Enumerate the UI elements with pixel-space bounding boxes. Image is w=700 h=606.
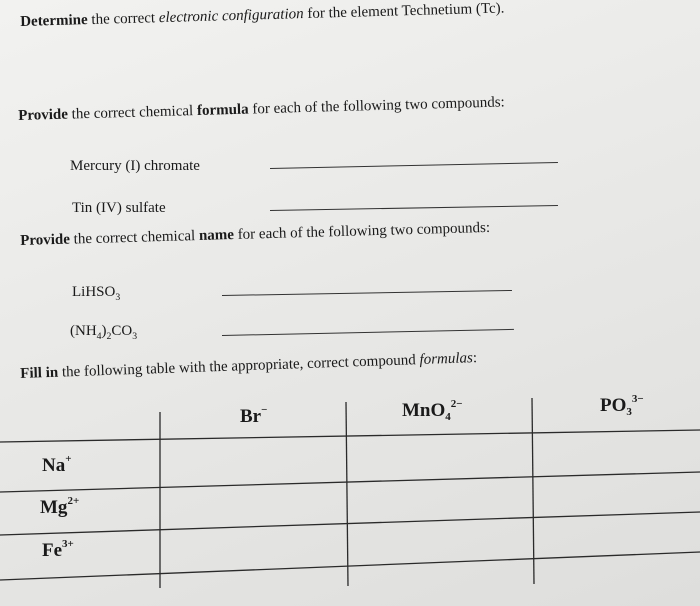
q1-text: the correct	[87, 10, 160, 29]
q3-item-1-sub: 3	[115, 292, 121, 303]
table-row-divider-1	[0, 472, 700, 492]
cation-3-base: Fe	[42, 540, 63, 561]
table-column-divider-3	[532, 398, 534, 584]
anion-2-base: MnO	[402, 400, 446, 421]
q2-text-end: for each of the following two compounds:	[248, 94, 505, 118]
anion-1-base: Br	[240, 406, 262, 427]
q3-item-2-part-a: (NH	[70, 323, 97, 339]
anion-3-charge: 3−	[631, 393, 644, 405]
q1-italic: electronic configuration	[158, 6, 304, 27]
anion-header-1	[240, 406, 267, 428]
anion-3-base: PO	[600, 395, 627, 416]
cation-2-base: Mg	[40, 497, 68, 518]
table-row-divider-2	[0, 512, 700, 535]
q3-item-2-part-c: )	[101, 323, 107, 339]
q4-italic: formulas	[419, 350, 474, 369]
anion-2-subscript: 4	[445, 411, 451, 423]
q3-bold-keyword: name	[198, 227, 235, 245]
q4-text-end: :	[472, 350, 478, 367]
table-header-divider	[0, 430, 700, 442]
q3-bold-lead: Provide	[20, 231, 71, 249]
cation-3-charge: 3+	[62, 538, 74, 550]
q2-bold-keyword: formula	[196, 101, 249, 120]
q3-item-1-formula: LiHSO	[72, 284, 116, 300]
cation-row-2	[40, 497, 79, 519]
anion-header-3	[600, 395, 644, 417]
anion-3-subscript: 3	[626, 406, 632, 418]
q3-item-2-sub-3: 3	[132, 331, 138, 342]
table-column-divider-2	[346, 402, 348, 586]
cation-1-charge: +	[65, 453, 72, 465]
q1-text-end: for the element Technetium (Tc).	[303, 0, 505, 23]
table-row-divider-3	[0, 552, 700, 580]
q2-item-2: Tin (IV) sulfate	[72, 200, 166, 216]
q3-text: the correct chemical	[69, 228, 200, 248]
anion-2-charge: 2−	[450, 398, 463, 410]
q3-item-2-part-e: CO	[111, 323, 133, 339]
q1-bold-lead: Determine	[20, 12, 88, 30]
q2-item-1: Mercury (I) chromate	[70, 158, 200, 174]
cation-row-3	[42, 540, 74, 562]
q3-item-2-sub-2: 2	[106, 331, 112, 342]
cation-1-base: Na	[42, 455, 66, 476]
q4-text: the following table with the appropriate, correct compound	[57, 352, 420, 381]
q3-item-2-sub-1: 4	[96, 331, 102, 342]
anion-1-charge: −	[261, 404, 268, 416]
q2-bold-lead: Provide	[18, 106, 69, 124]
q3-text-end: for each of the following two compounds:	[233, 219, 491, 244]
q4-bold-lead: Fill in	[20, 364, 59, 382]
anion-header-2	[402, 400, 463, 422]
q2-text: the correct chemical	[67, 103, 198, 123]
cation-2-charge: 2+	[67, 495, 80, 507]
cation-row-1	[42, 455, 72, 477]
